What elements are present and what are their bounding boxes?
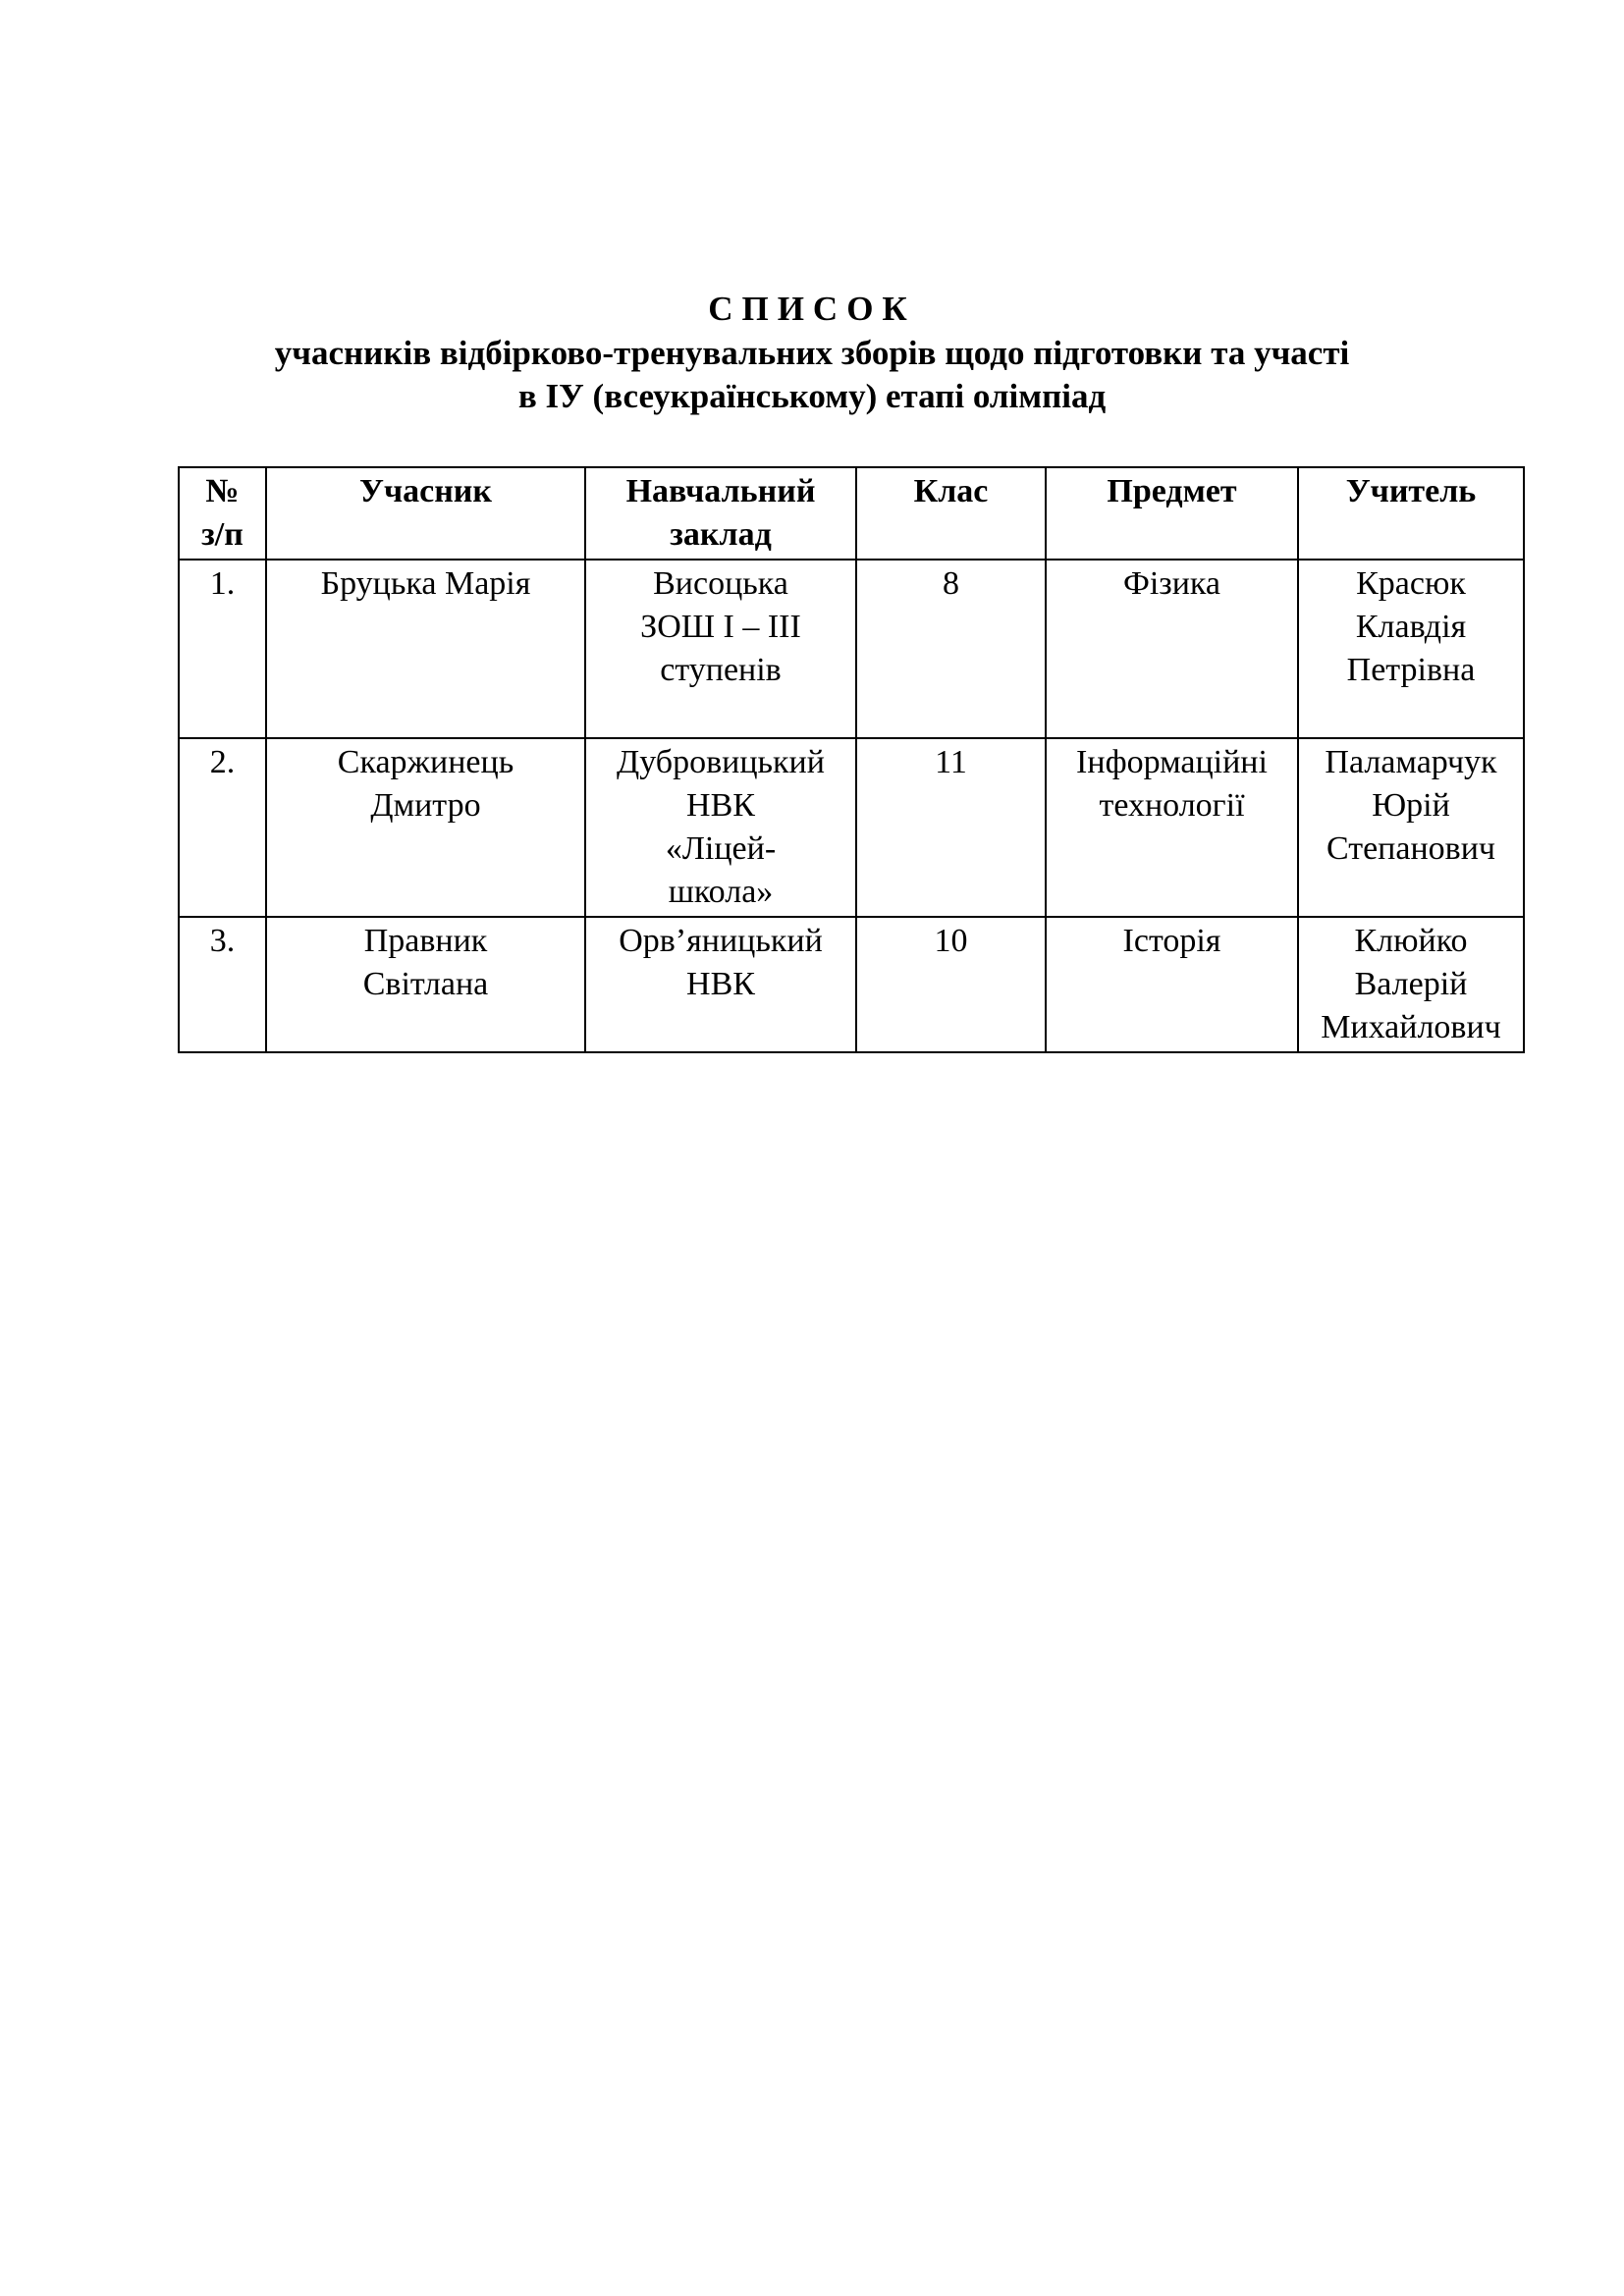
cell-line: Валерій xyxy=(1354,966,1468,1002)
header-teacher: Учитель xyxy=(1298,467,1524,560)
cell-line: Орв’яницький xyxy=(619,923,823,959)
participants-table xyxy=(178,466,1525,1053)
cell-teacher xyxy=(1298,917,1524,1052)
cell-line: Дмитро xyxy=(370,787,481,824)
header-school xyxy=(585,467,856,560)
cell-subject xyxy=(1046,738,1298,917)
header-grade: Клас xyxy=(856,467,1046,560)
cell-line: Висоцька xyxy=(653,565,788,602)
cell-school xyxy=(585,917,856,1052)
header-subject: Предмет xyxy=(1046,467,1298,560)
cell-line: Світлана xyxy=(362,966,489,1002)
header-number-line-1: № xyxy=(205,473,240,509)
cell-participant xyxy=(266,738,585,917)
header-number-line-2: з/п xyxy=(201,516,244,553)
cell-line: Скаржинець xyxy=(337,744,514,780)
header-school-line-2: заклад xyxy=(670,516,772,553)
cell-line: ЗОШ І – ІІІ xyxy=(640,609,801,645)
cell-line: Михайлович xyxy=(1321,1009,1501,1045)
cell-grade: 8 xyxy=(856,560,1046,738)
cell-line: НВК xyxy=(686,966,755,1002)
table-row xyxy=(179,738,1524,917)
cell-line: технології xyxy=(1099,787,1245,824)
table-header-row xyxy=(179,467,1524,560)
cell-school xyxy=(585,560,856,738)
cell-grade: 11 xyxy=(856,738,1046,917)
cell-line: Петрівна xyxy=(1346,652,1476,688)
cell-line: Фізика xyxy=(1122,565,1221,602)
cell-line: Інформаційні xyxy=(1076,744,1268,780)
table-row xyxy=(179,560,1524,738)
header-number xyxy=(179,467,266,560)
cell-line: Клавдія xyxy=(1355,609,1467,645)
cell-number: 3. xyxy=(179,917,266,1052)
cell-participant xyxy=(266,917,585,1052)
header-school-line-1: Навчальний xyxy=(625,473,816,509)
table-row xyxy=(179,917,1524,1052)
cell-participant xyxy=(266,560,585,738)
cell-line: Правник xyxy=(363,923,488,959)
cell-teacher xyxy=(1298,560,1524,738)
cell-line: Бруцька Марія xyxy=(320,565,531,602)
cell-line: школа» xyxy=(668,874,774,910)
cell-teacher xyxy=(1298,738,1524,917)
cell-line: Красюк xyxy=(1356,565,1466,602)
cell-line: ступенів xyxy=(660,652,782,688)
document-subtitle-line-2: в ІУ (всеукраїнському) етапі олімпіад xyxy=(517,377,1107,415)
cell-subject xyxy=(1046,917,1298,1052)
cell-line: Паламарчук xyxy=(1325,744,1497,780)
cell-line: «Ліцей- xyxy=(665,830,777,867)
document-subtitle-line-1: учасників відбірково-тренувальних зборів щодо підготовки та участі xyxy=(274,334,1350,372)
document-title: СПИСОК xyxy=(708,290,916,328)
cell-subject xyxy=(1046,560,1298,738)
title-block xyxy=(0,287,1624,418)
cell-number: 1. xyxy=(179,560,266,738)
cell-line: НВК xyxy=(686,787,755,824)
header-participant: Учасник xyxy=(266,467,585,560)
cell-number: 2. xyxy=(179,738,266,917)
cell-line: Історія xyxy=(1122,923,1221,959)
cell-line: Дубровицький xyxy=(617,744,825,780)
cell-school xyxy=(585,738,856,917)
cell-line: Степанович xyxy=(1326,830,1495,867)
cell-grade: 10 xyxy=(856,917,1046,1052)
cell-line: Юрій xyxy=(1372,787,1450,824)
cell-line: Клюйко xyxy=(1354,923,1468,959)
